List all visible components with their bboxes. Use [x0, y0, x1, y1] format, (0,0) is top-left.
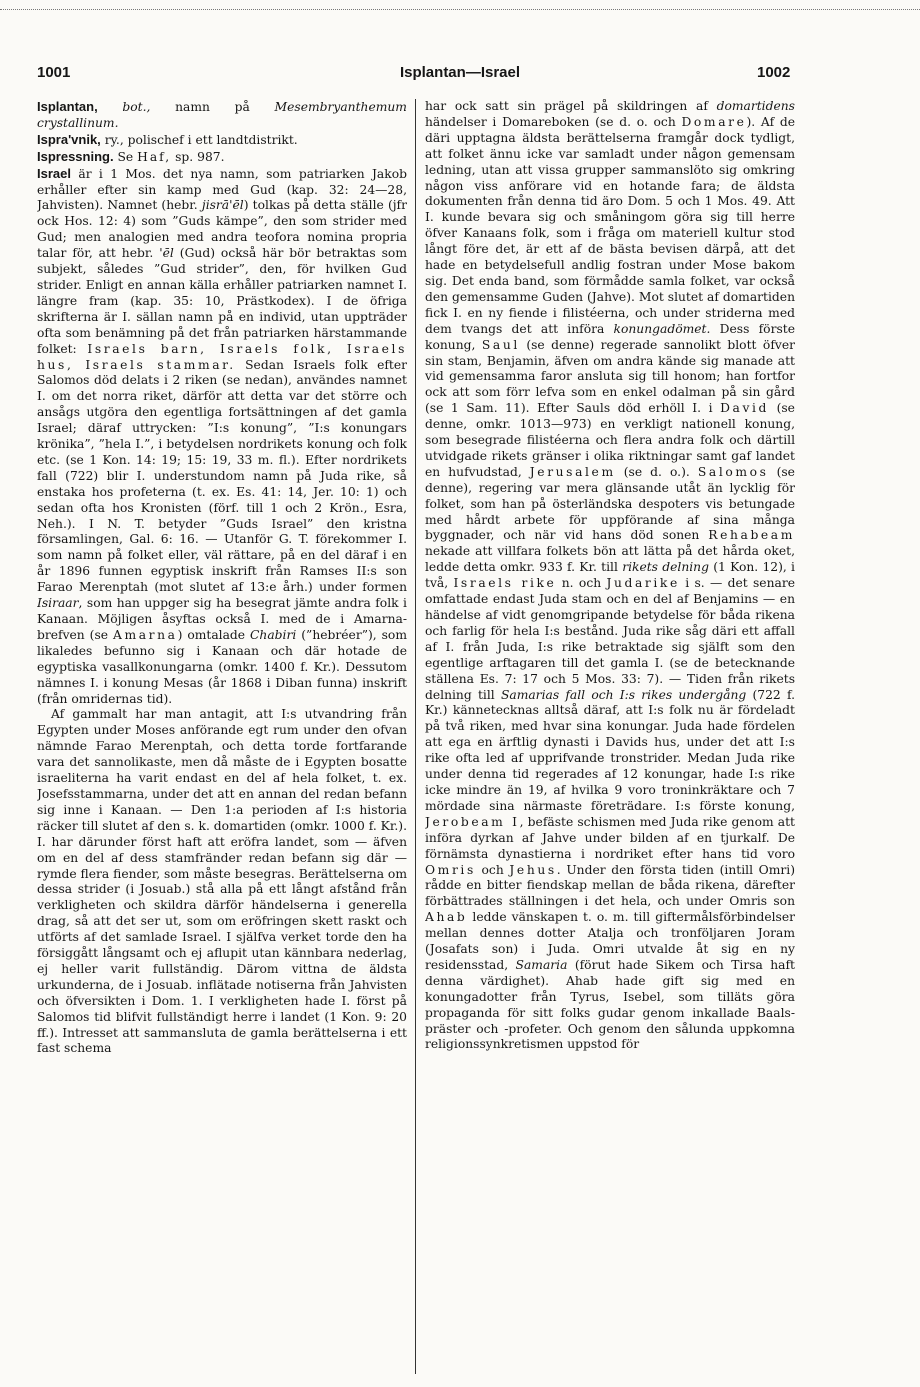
entry-text: namn på [175, 100, 250, 114]
entry-text: (”hebréer”), som likaledes befunno sig i Kanaan och där hotade de egyptiska vasallkonungarna (omkr. 1400 f. Kr.). Dessutom nämnes I. i konung Mesas (år 1868 i Diban funna) inskrift (från omridernas tid). [37, 627, 407, 706]
entry-text: (Gud) också här bör betraktas som subjekt, således ”Gud strider”, den, för hvilken Gud strider. Enligt en annan källa erhåller patriarken namnet I. längre fram (kap. 35: 10, Prästkodex). I de öfriga skrifterna är I. sällan namn på en individ, utan uppträder ofta som benämning på det från patriarken härstammande folket: [37, 246, 407, 356]
left-column [37, 99, 407, 1374]
spaced-text: Jerobeam I [425, 814, 520, 829]
entry-ispressning [37, 149, 407, 166]
see-label: Se [117, 149, 134, 164]
entry-isplantan [37, 99, 407, 132]
text: ). Af de däri upptagna äldsta berättelserna framgår dock tydligt, att folket ännu icke var samladt under någon gemensam ledning, utan att vissa grupper sammanslöto sig omkring någon viss anförare vid en hotande fara; de äldsta dokumenten från denna tid äro Dom. 5 och 1 Mos. 49. Att I. kunde bevara sig och småningom göra sig till herre öfver Kanaans folk, som i fråga om materiell kultur stod långt före det, är ett af de bästa bevisen därpå, att det hade en betydelsefull andlig fostran under Mose bakom sig. Det enda band, som förmådde samla folket, var också den gemensamme Guden (Jahve). Mot slutet af domartiden fick I. en ny fiende i filistéerna, och under striderna med dem tvangs det att införa [425, 114, 795, 336]
entry-text: , som han uppger sig ha besegrat jämte andra folk i Kanaan. Möjligen åsyftas också I. med de i Amarna-brefven (se [37, 596, 407, 642]
italic-term: domartidens [716, 99, 795, 113]
spaced-text: Saul [481, 337, 520, 352]
headword: Israel [37, 165, 71, 181]
text: har ock satt sin prägel på skildringen af [425, 99, 708, 113]
text: ledde vänskapen t. o. m. till giftermålsförbindelser mellan dennes dotter Atalja och tronföljaren Joram (Josafats son) i Juda. Omri utvalde åt sig en ny residensstad, [425, 910, 795, 972]
entry-text: Sedan Israels folk efter Salomos död delats i 2 riken (se nedan), användes namnet I. om det norra riket, därför att detta var det större och ansågs utgöra den egentliga fortsättningen af det gamla Israel; däraf uttrycken: ”I:s konung”, ”I:s konungars krönika”, ”hela I.”, i betydelsen nordrikets konung och folk etc. (se 1 Kon. 14: 19; 15: 19, 33 m. fl.). Efter nordrikets fall (722) blir I. understundom namn på Juda rike, så enstaka hos profeterna (t. ex. Es. 41: 14, Jer. 10: 1) och sedan ofta hos Kronisten (förf. till 1 och 2 Krön., Esra, Neh.). I N. T. betyder ”Guds Israel” den kristna församlingen, Gal. 6: 16. — Utanför G. T. förekommer I. som namn på folket eller, väl rättare, på en del däraf i en år 1896 funnen egyptisk inskrift från Ramses II:s son Farao Merenptah (mot slutet af 13:e årh.) under formen [37, 357, 407, 595]
spaced-text: Judarike [606, 576, 680, 591]
page-number-right: 1002 [757, 64, 791, 81]
spaced-text: Israels rike [453, 576, 557, 591]
headword: Isplantan, [37, 99, 98, 114]
entry-text: ) omtalade [177, 627, 246, 642]
text: (se denne), regering var mera glänsande utåt än lycklig för folket, som han på österländska despoters vis betungade med hårdt arbete för uppförande af sina många byggnader, och när vid hans död sonen [425, 464, 795, 543]
spaced-text: Amarna [112, 627, 178, 642]
text: (se d. o.). [623, 464, 690, 479]
text: (se denne) regerade sannolikt blott öfver sin stam, Benjamin, äfven om andra kände sig manade att vid gemensamma faror ansluta sig till honom; han fortfor ock att som förr lefva som en enkel odalman på sin gård (se 1 Sam. 11). Efter Sauls död erhöll I. i [425, 337, 795, 416]
entry-israel [37, 166, 407, 708]
text: , befäste schismen med Juda rike genom att införa dyrkan af Jahve under bilden af en tjurkalf. De förnämsta dynastierna i nordriket efter hans tid voro [425, 814, 795, 861]
text: n. och [561, 576, 602, 591]
text: (722 f. Kr.) kännetecknas alltså däraf, att I:s folk nu är fördeladt på två riken, med hvar sina konungar. Juda hade fördelen att ega en ärftlig dynasti i Davids hus, under det att I:s rike ofta led af upprifvande tronstrider. Medan Juda rike under denna tid regerades af 12 konungar, hade I:s rike icke mindre än 19, af hvilka 9 voro troninkräktare och 7 mördade sina närmaste företrädare. I:s förste konung, [425, 687, 795, 813]
italic-term: rikets delning [622, 560, 709, 575]
italic-term: Isiraar [37, 596, 79, 611]
spaced-text: Israels barn, Israels folk, Israels hus, Israels stammar. [37, 341, 407, 372]
entry-text: ) tolkas på detta ställe (jfr ock Hos. 12: 4) som ”Guds kämpe”, den som strider med Gud; men analogien med andra teofora nomina propria talar för, att hebr. [37, 198, 407, 261]
text: Dess förste konung, [425, 321, 795, 352]
italic-term: Chabiri [250, 627, 297, 642]
spaced-text: Domare [681, 114, 747, 129]
running-head-title: Isplantan—Israel [399, 64, 521, 81]
page-number-left: 1001 [37, 64, 71, 81]
hebrew-transliteration: 'ēl [159, 246, 174, 261]
spaced-text: Jehus [509, 862, 557, 877]
paragraph [425, 99, 795, 1053]
italic-term: Samarias fall och I:s rikes undergång [500, 687, 747, 702]
headword: Ispressning. [37, 148, 114, 164]
entry-text: ry., polischef i ett landtdistrikt. [104, 132, 298, 147]
spaced-text: Ahab [425, 910, 468, 925]
page-header [0, 64, 920, 84]
italic-term: konungadömet. [613, 321, 711, 336]
entry-text: är i 1 Mos. det nya namn, som patriarken Jakob erhåller efter sin kamp med Gud (kap. 32: 24—28, Jahvisten). Namnet (hebr. [37, 166, 407, 213]
right-column [425, 99, 795, 1374]
spaced-text: Rehabeam [708, 528, 795, 543]
spaced-text: Jerusalem [529, 464, 616, 479]
spaced-text: Omris [425, 862, 476, 877]
text: i s. — det senare omfattade endast Juda stam och en del af Benjamins — en händelse af vidt genomgripande betydelse för båda rikena och farlig för hela I:s bestånd. Juda rike såg däri ett affall af I. från Juda, I:s rike betraktade sig själft som den egentlige arftagaren till det gamla I. (se de betecknande ställena Es. 7: 17 och 5 Mos. 33: 7). — Tiden från rikets delning till [425, 576, 795, 702]
spaced-text: Salomos [697, 464, 769, 479]
text: nekade att villfara folkets bön att lätta på det hårda oket, ledde detta omkr. 933 f. Kr. till [425, 544, 795, 575]
pos-label: bot., [122, 100, 151, 114]
text: och [481, 862, 504, 877]
top-rule [0, 9, 920, 10]
column-divider [415, 99, 416, 1374]
text: (förut hade Sikem och Tirsa haft denna värdighet). Ahab hade gift sig med en konungadotter från Tyrus, Isebel, som tilläts göra propaganda för sitt folks gudar genom inkallade Baals-präster och -profeter. Och genom den sålunda uppkomna religionssynkretismen uppstod för [425, 957, 795, 1052]
entry-text: sp. 987. [175, 149, 225, 164]
cross-reference: Haf, [137, 149, 172, 164]
entry-ispravnik [37, 132, 407, 149]
text: händelser i Domareboken (se d. o. och [425, 114, 676, 129]
headword: Ispra'vnik, [37, 131, 101, 147]
paragraph: Af gammalt har man antagit, att I:s utvandring från Egypten under Moses anförande egt rum under den ofvan nämnde Farao Merenptah, och detta torde fortfarande vara det sannolikaste, men då måste de i Egypten bosatte israeliterna ha varit endast en del af hela folket, t. ex. Josefsstammarna, under det att en annan del redan befann sig inne i Kanaan. — Den 1:a perioden af I:s historia räcker till slutet af den s. k. domartiden (omkr. 1000 f. Kr.). I. har därunder först haft att eröfra landet, som — äfven om en del af dess stamfränder redan befann sig där — rymde flera fiender, som måste besegras. Berättelserna om dessa strider (i Josuab.) stå alla på ett långt afstånd från verkligheten och skildra därför händelserna i generella drag, så att det ser ut, som om eröfringen skett raskt och utförts af det samlade Israel. I själfva verket torde den ha försiggått långsamt och ej aflupit utan kännbara nederlag, ej heller varit fullständig. Därom vittna de äldsta urkunderna, de i Josuab. inflätade notiserna från Jahvisten och öfversikten i Dom. 1. I verkligheten hade I. först på Salomos tid blifvit fullständigt herre i landet (1 Kon. 9: 20 ff.). Intresset att sammansluta de gamla berättelserna i ett fast schema [37, 707, 407, 1056]
italic-term: Samaria [515, 957, 568, 972]
text: (se denne, omkr. 1013—973) en verkligt nationell konung, som besegrade filistéerna och flera andra folk och därtill utvidgade rikets gränser i olika riktningar samt gaf landet en hufvudstad, [425, 401, 795, 479]
hebrew-transliteration: jisrā'ēl [201, 198, 244, 213]
text: (1 Kon. 12), i två, [425, 560, 795, 591]
spaced-text: David [720, 401, 770, 416]
text: . Under den första tiden (intill Omri) rådde en bitter fiendskap mellan de båda rikena, därefter förbättrades ställningen i det hela, och under Omris son [425, 862, 795, 909]
latin-name: Mesembryanthemum crystallinum. [37, 100, 407, 130]
